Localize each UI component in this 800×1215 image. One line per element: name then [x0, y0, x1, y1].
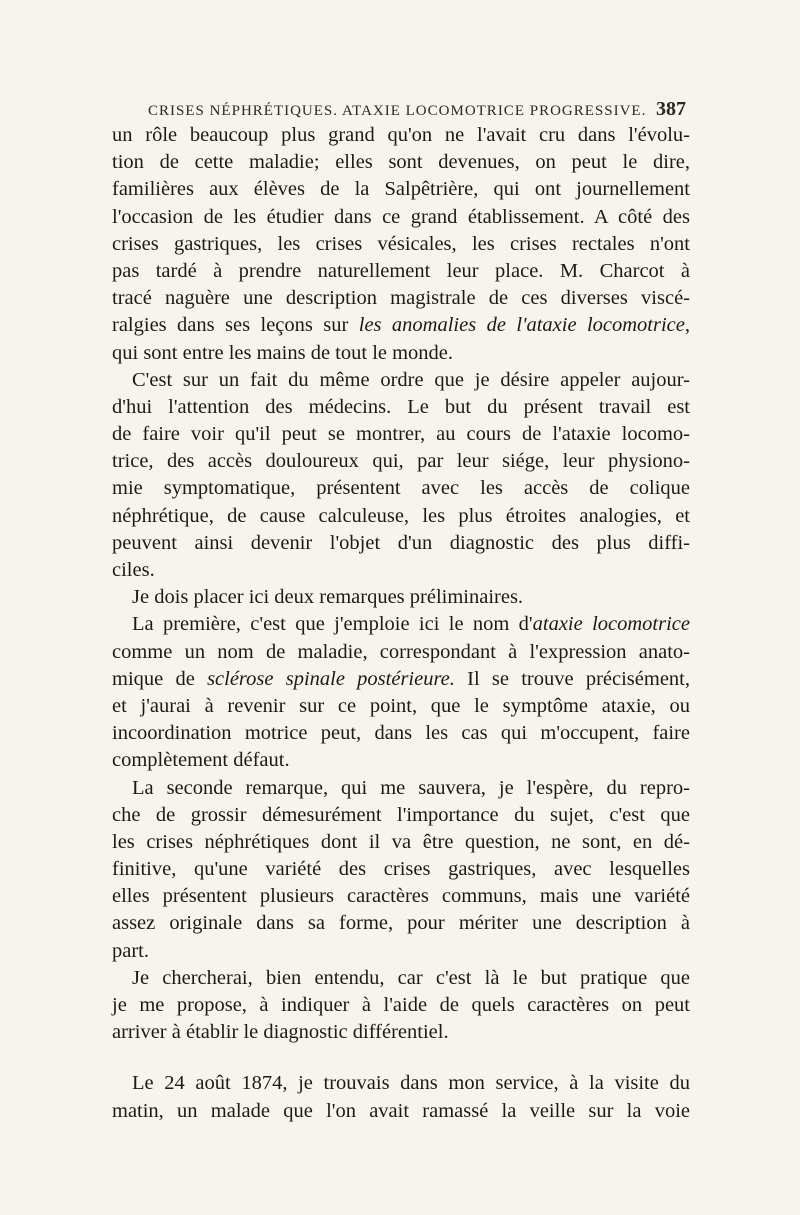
- text-line: je me propose, à indiquer à l'aide de quels caractères on peut: [112, 994, 690, 1016]
- text-segment: ralgies dans ses leçons sur: [112, 314, 359, 337]
- text-line: crises gastriques, les crises vésicales, les crises rectales n'ont: [112, 232, 690, 255]
- text-segment: mique de: [112, 667, 208, 690]
- text-line: pas tardé à prendre naturellement leur place. M. Charcot à: [112, 259, 690, 282]
- text-line: peuvent ainsi devenir l'objet d'un diagnostic des plus diffi-: [112, 531, 690, 554]
- running-title: CRISES NÉPHRÉTIQUES. ATAXIE LOCOMOTRICE PROGRESSIVE.: [148, 103, 647, 119]
- text-line: part.: [112, 939, 149, 962]
- text-line: mie symptomatique, présentent avec les accès de colique: [112, 477, 690, 500]
- paragraph-gap: [112, 1046, 690, 1070]
- text-line: complètement défaut.: [112, 749, 290, 772]
- italic-term: sclérose spinale postérieure.: [207, 667, 455, 690]
- italic-term: ataxie locomotrice: [532, 613, 690, 636]
- running-head: [148, 98, 686, 121]
- text-line: qui sont entre les mains de tout le monde.: [112, 341, 454, 364]
- text-segment: La première, c'est que j'emploie ici le nom d': [132, 613, 533, 636]
- text-line: C'est sur un fait du même ordre que je désire appeler aujour-: [132, 368, 690, 391]
- text-line: comme un nom de maladie, correspondant à l'expression anato-: [112, 640, 690, 663]
- text-line: [112, 312, 690, 339]
- text-segment: Il se trouve précisément,: [454, 667, 690, 690]
- text-line: ciles.: [112, 559, 155, 581]
- text-line: de faire voir qu'il peut se montrer, au cours de l'ataxie locomo-: [112, 423, 690, 446]
- text-line: arriver à établir le diagnostic différentiel.: [112, 1021, 449, 1044]
- text-line: d'hui l'attention des médecins. Le but du présent travail est: [112, 395, 690, 418]
- text-line: [112, 611, 690, 638]
- text-line: Je chercherai, bien entendu, car c'est là le but pratique que: [132, 966, 690, 989]
- body-text: [112, 122, 690, 1125]
- text-line: l'occasion de les étudier dans ce grand établissement. A côté des: [112, 205, 690, 228]
- text-line: tion de cette maladie; elles sont devenues, on peut le dire,: [112, 151, 690, 174]
- text-line: les crises néphrétiques dont il va être question, ne sont, en dé-: [112, 830, 690, 853]
- text-line: un rôle beaucoup plus grand qu'on ne l'avait cru dans l'évolu-: [112, 124, 690, 146]
- page-number: 387: [656, 98, 686, 120]
- text-line: [112, 666, 690, 693]
- text-line: elles présentent plusieurs caractères communs, mais une variété: [112, 885, 690, 908]
- text-line: matin, un malade que l'on avait ramassé la veille sur la voie: [112, 1099, 690, 1122]
- text-line: tracé naguère une description magistrale de ces diverses viscé-: [112, 287, 690, 310]
- text-line: familières aux élèves de la Salpêtrière, qui ont journellement: [112, 178, 690, 201]
- text-line: La seconde remarque, qui me sauvera, je l'espère, du repro-: [132, 776, 690, 799]
- text-line: che de grossir démesurément l'importance du sujet, c'est que: [112, 803, 690, 826]
- text-line: incoordination motrice peut, dans les cas qui m'occupent, faire: [112, 722, 690, 745]
- text-line: assez originale dans sa forme, pour mériter une description à: [112, 912, 690, 935]
- text-line: Je dois placer ici deux remarques préliminaires.: [132, 586, 524, 609]
- text-line: trice, des accès douloureux qui, par leur siége, leur physiono-: [112, 450, 690, 473]
- text-line: et j'aurai à revenir sur ce point, que le symptôme ataxie, ou: [112, 694, 690, 717]
- text-segment: ,: [684, 314, 690, 337]
- text-line: finitive, qu'une variété des crises gastriques, avec lesquelles: [112, 858, 690, 881]
- text-line: néphrétique, de cause calculeuse, les plus étroites analogies, et: [112, 504, 690, 527]
- italic-title: les anomalies de l'ataxie locomotrice: [358, 314, 685, 337]
- text-line: Le 24 août 1874, je trouvais dans mon service, à la visite du: [132, 1072, 690, 1095]
